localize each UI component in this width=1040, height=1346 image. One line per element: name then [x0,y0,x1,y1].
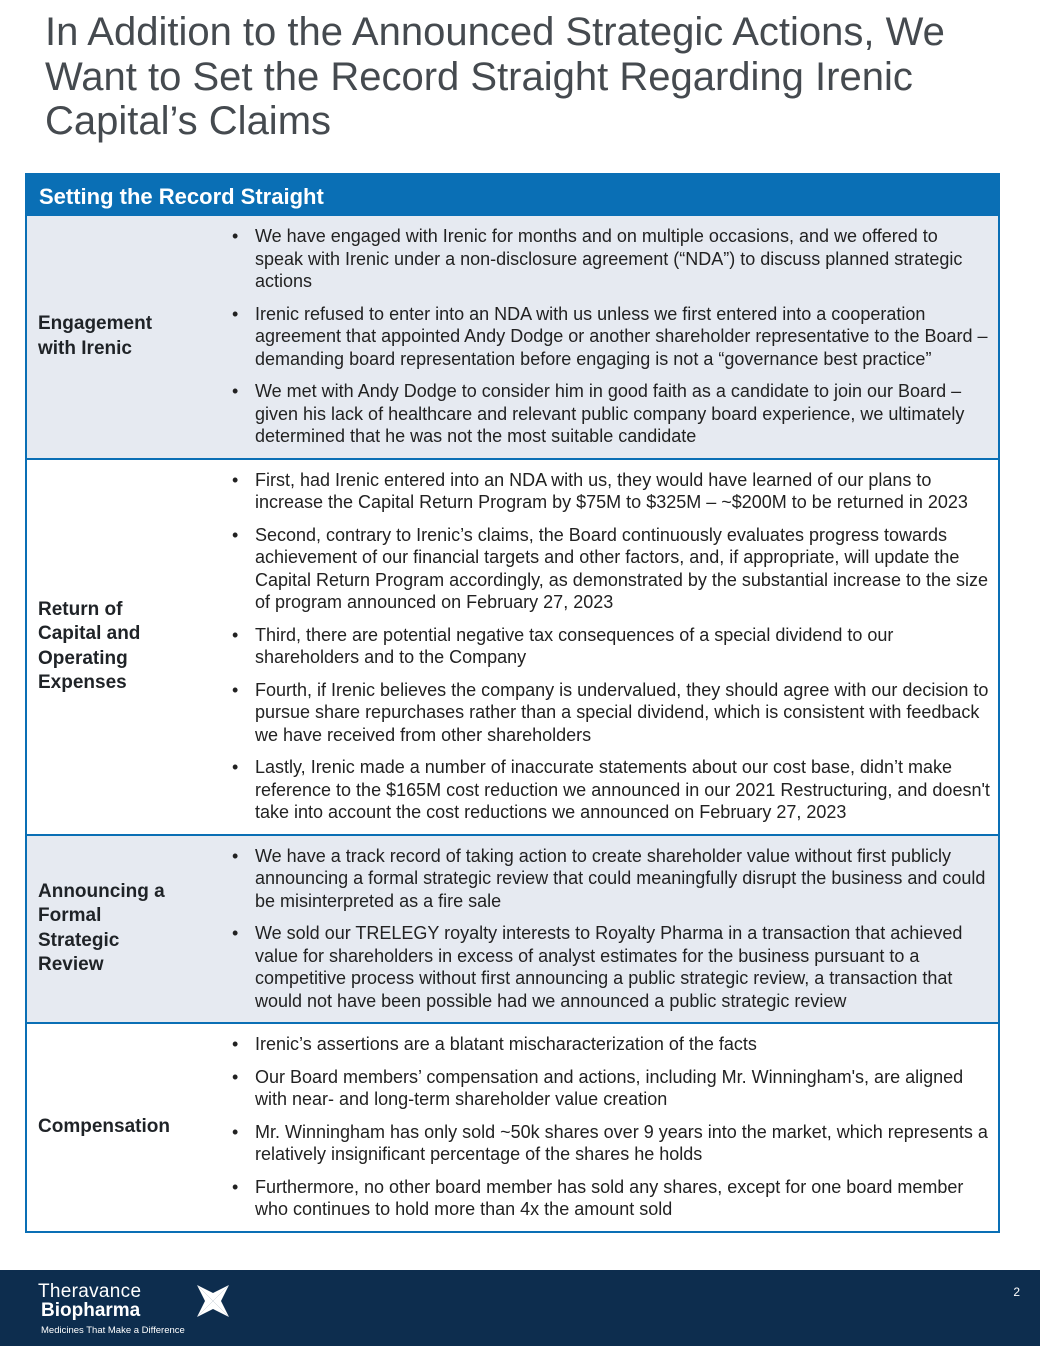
row-label [27,1024,208,1231]
bullet-item: • We met with Andy Dodge to consider him in good faith as a candidate to join our Board – given his lack of healthcare and relevant public company board experience, we ultimately determined that he was not the most suitable candidate [232,380,990,448]
company-logo [38,1282,185,1336]
table-row [27,216,998,458]
table-row [27,458,998,834]
bullet-item: • Second, contrary to Irenic’s claims, the Board continuously evaluates progress towards achievement of our financial targets and other factors, and, if appropriate, will update the Capital Return Program accordingly, as demonstrated by the substantial increase to the size of program announced on February 27, 2023 [232,524,990,614]
bullet-item: • Third, there are potential negative tax consequences of a special dividend to our shareholders and to the Company [232,624,990,669]
page-title: In Addition to the Announced Strategic Actions, We Want to Set the Record Straight Regarding Irenic Capital’s Claims [45,10,945,143]
row-label-text: Engagement with Irenic [38,313,153,359]
bullet-item: • Lastly, Irenic made a number of inaccurate statements about our cost base, didn’t make reference to the $165M cost reduction we announced in our 2021 Restructuring, and doesn't take into account the cost reductions we announced on February 27, 2023 [232,756,990,824]
bullet-item: • Furthermore, no other board member has sold any shares, except for one board member who continues to hold more than 4x the amount sold [232,1176,990,1221]
bullet-list [208,216,998,458]
bullet-list [208,836,998,1023]
logo-tagline: Medicines That Make a Difference [41,1325,185,1336]
table-row [27,1022,998,1231]
bullet-list [208,1024,998,1231]
star-logo-icon [195,1283,231,1319]
row-label-text: Announcing a Formal Strategic Review [38,880,165,976]
bullet-item: • Our Board members’ compensation and actions, including Mr. Winningham's, are aligned with near- and long-term shareholder value creation [232,1066,990,1111]
bullet-item: • We have a track record of taking action to create shareholder value without first publicly announcing a formal strategic review that could meaningfully disrupt the business and could be misinterpreted as a fire sale [232,845,990,913]
row-label [27,216,208,458]
row-label-text: Compensation [38,1116,170,1137]
row-label-text: Return of Capital and Operating Expenses [38,598,141,693]
footer [0,1270,1040,1346]
logo-line2: Biopharma [41,1300,141,1321]
row-label [27,460,208,834]
row-label [27,836,208,1023]
logo-line1: Theravance [38,1281,142,1302]
bullet-item: • First, had Irenic entered into an NDA with us, they would have learned of our plans to increase the Capital Return Program by $75M to $325M – ~$200M to be returned in 2023 [232,469,990,514]
record-straight-table [25,173,1000,1233]
bullet-item: • We sold our TRELEGY royalty interests to Royalty Pharma in a transaction that achieved value for shareholders in excess of analyst estimates for the business pursuant to a competitive process without first announcing a public strategic review, a transaction that would not have been possible had we announced a public strategic review [232,922,990,1012]
bullet-item: • Mr. Winningham has only sold ~50k shares over 9 years into the market, which represents a relatively insignificant percentage of the shares he holds [232,1121,990,1166]
page-number: 2 [1013,1285,1020,1299]
bullet-item: • Fourth, if Irenic believes the company is undervalued, they should agree with our decision to pursue share repurchases rather than a special dividend, which is consistent with feedback we have received from other shareholders [232,679,990,747]
table-row [27,834,998,1023]
bullet-item: • Irenic’s assertions are a blatant mischaracterization of the facts [232,1033,990,1056]
bullet-item: • We have engaged with Irenic for months and on multiple occasions, and we offered to speak with Irenic under a non-disclosure agreement (“NDA”) to discuss planned strategic actions [232,225,990,293]
table-header: Setting the Record Straight [27,175,998,216]
bullet-list [208,460,998,834]
bullet-item: • Irenic refused to enter into an NDA with us unless we first entered into a cooperation agreement that appointed Andy Dodge or another shareholder representative to the Board – demanding board representation before engaging is not a “governance best practice” [232,303,990,371]
